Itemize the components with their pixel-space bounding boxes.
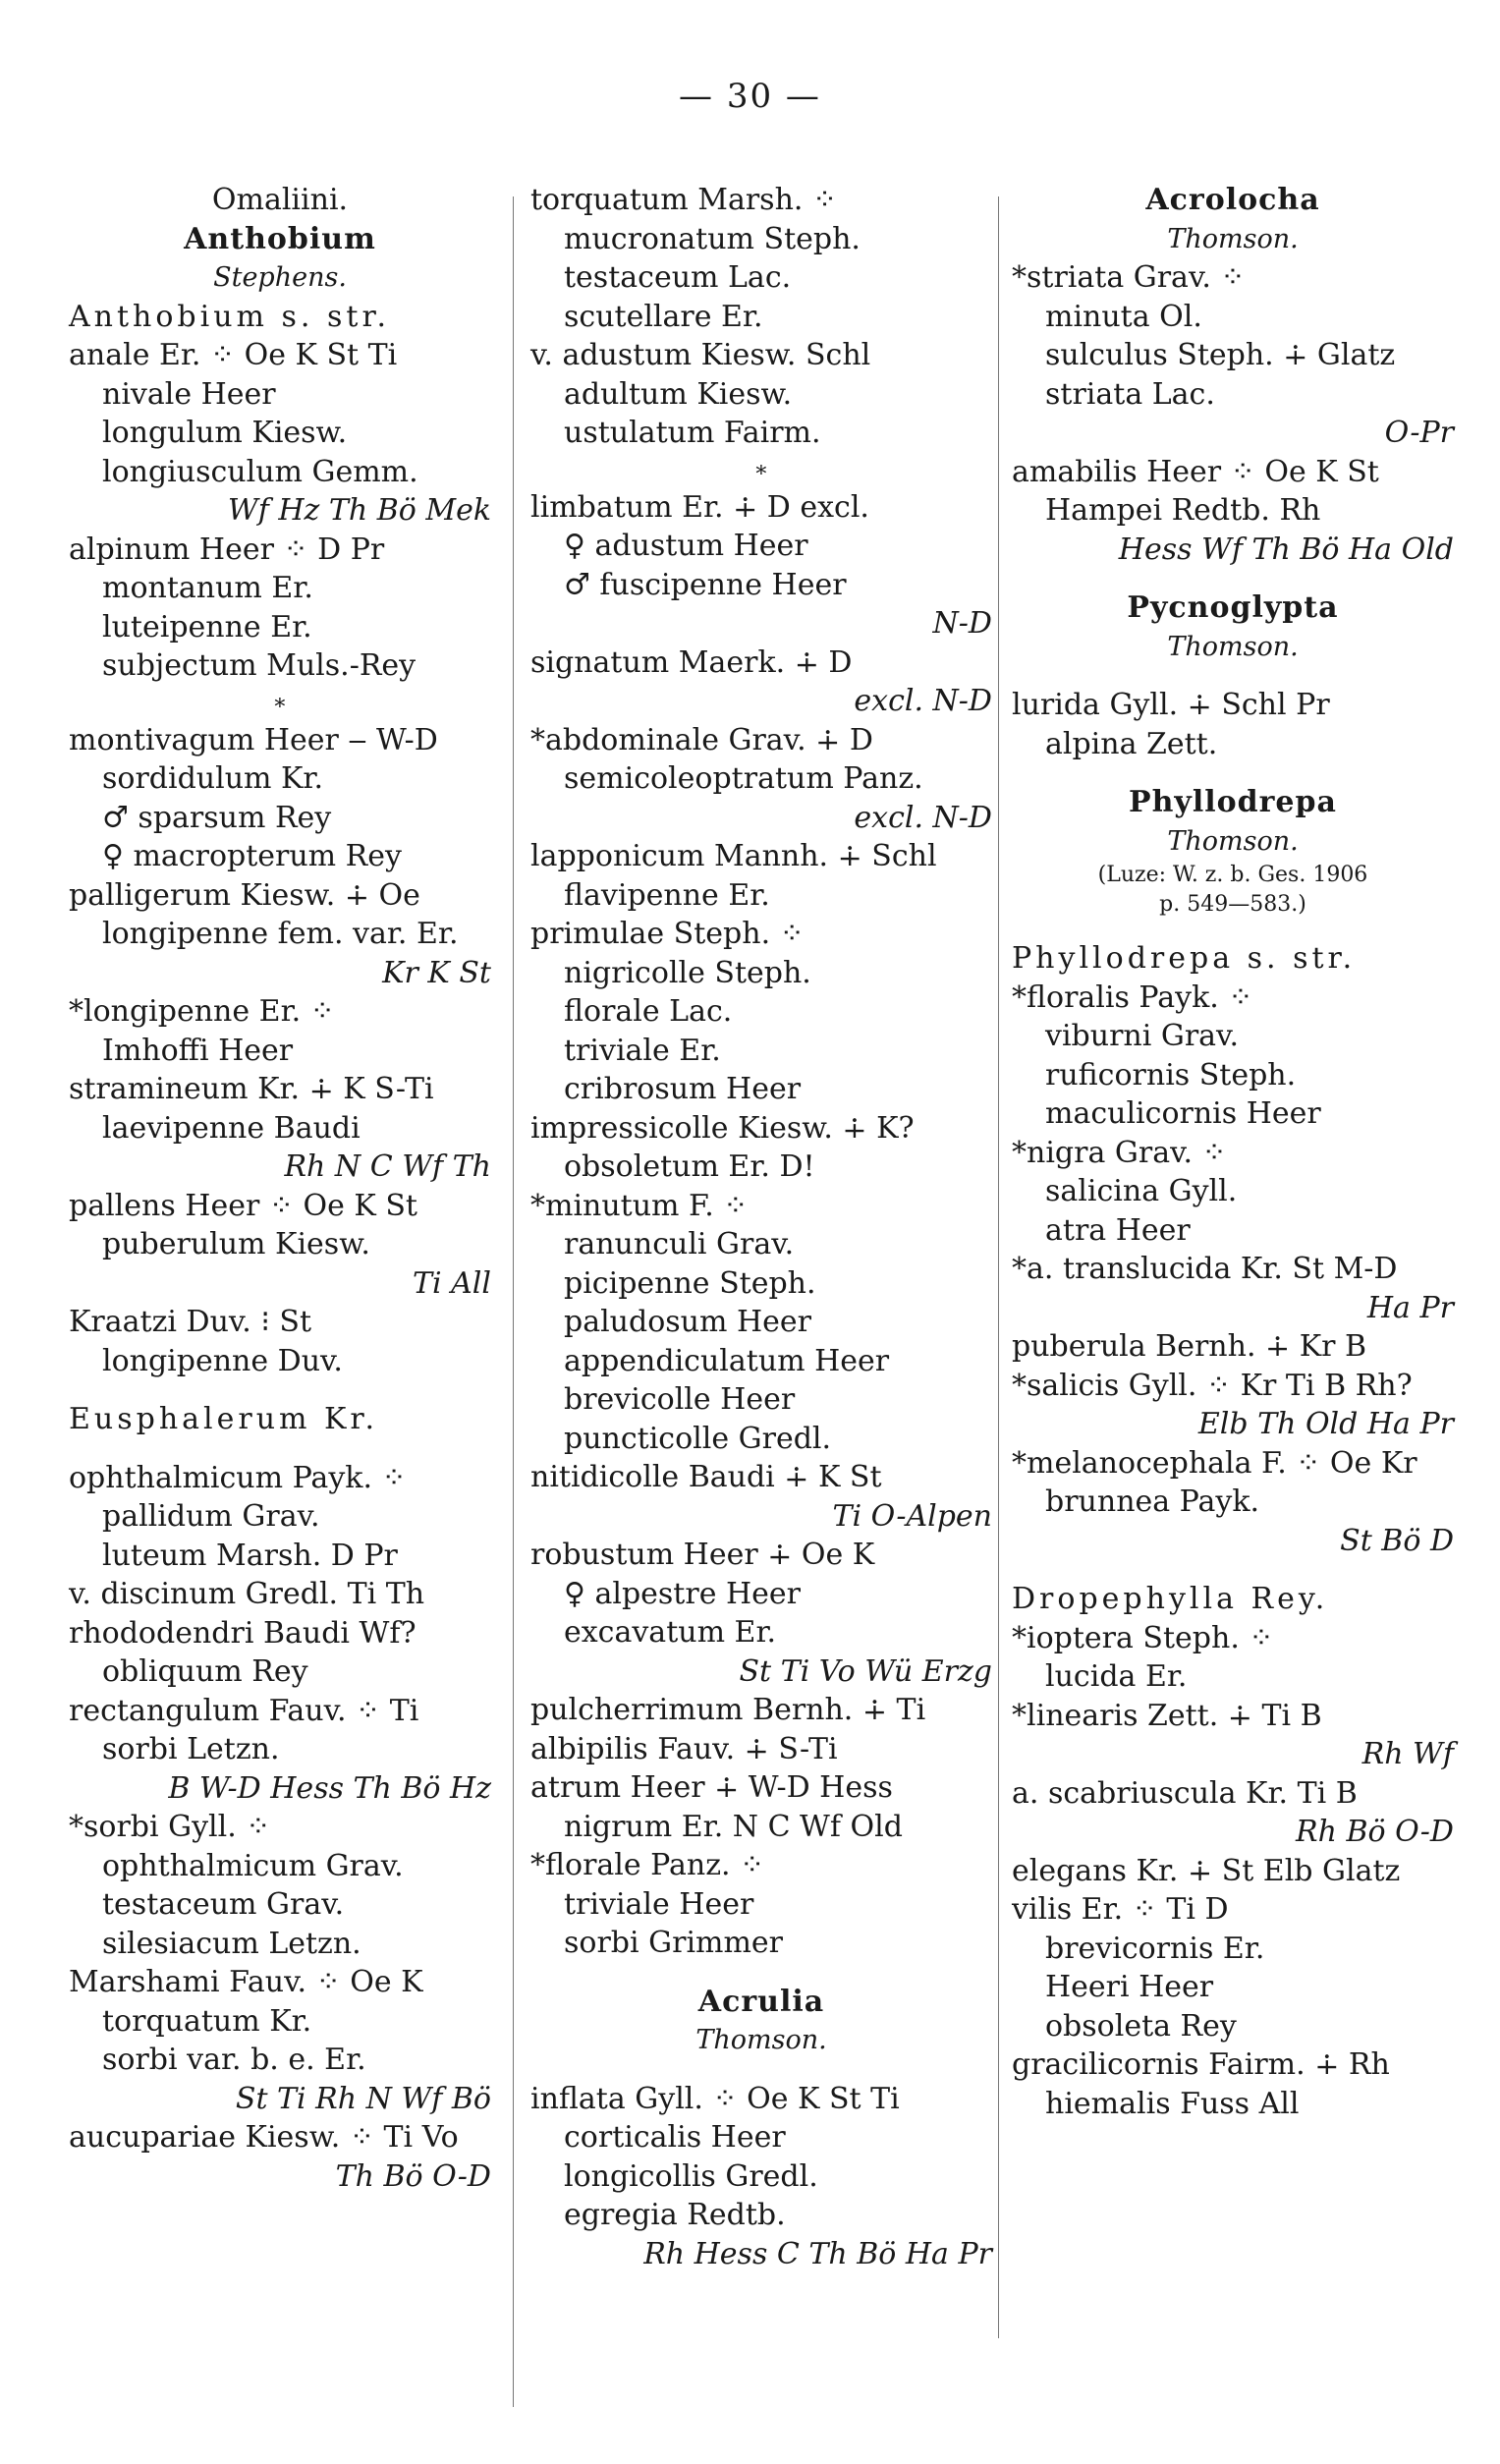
entry-line: St Ti Vo Wü Erzg: [739, 1653, 992, 1689]
spacer: [1012, 666, 1454, 686]
entry-line: Marshami Fauv. ⁘ Oe K: [69, 1965, 423, 1999]
entry-line: Thomson.: [1167, 223, 1299, 254]
entry-line: sorbi var. b. e. Er.: [102, 2043, 366, 2077]
entry-line: puberulum Kiesw.: [102, 1227, 370, 1261]
entry-line: salicina Gyll.: [1045, 1174, 1238, 1208]
entry-line: ranunculi Grav.: [564, 1227, 795, 1261]
entry-line: sulculus Steph. ∔ Glatz: [1045, 338, 1396, 372]
entry-line: picipenne Steph.: [564, 1265, 816, 1301]
entry-line: pulcherrimum Bernh. ∔ Ti: [530, 1693, 926, 1727]
entry-line: maculicornis Heer: [1045, 1096, 1321, 1131]
column-1: [69, 181, 491, 2196]
entry-line: O-Pr: [1384, 416, 1454, 450]
entry-line: pallens Heer ⁘ Oe K St: [69, 1188, 417, 1223]
entry-line: luteum Marsh. D Pr: [102, 1538, 398, 1573]
entry-line: testaceum Lac.: [564, 260, 792, 295]
entry-line: Omaliini.: [211, 183, 349, 217]
entry-line: longicollis Gredl.: [564, 2158, 818, 2194]
entry-line: alpina Zett.: [1045, 726, 1218, 761]
entry-line: obsoletum Er. D!: [564, 1149, 815, 1184]
entry-line: Kraatzi Duv. ⁝ St: [69, 1305, 312, 1339]
entry-line: nigricolle Steph.: [564, 955, 811, 990]
entry-line: nivale Heer: [102, 376, 276, 412]
entry-line: atra Heer: [1045, 1212, 1191, 1248]
entry-line: *melanocephala F. ⁘ Oe Kr: [1012, 1445, 1417, 1481]
entry-line: torquatum Marsh. ⁘: [530, 183, 838, 217]
entry-line: florale Lac.: [564, 994, 733, 1029]
entry-line: torquatum Kr.: [102, 2003, 312, 2039]
entry-line: Stephens.: [213, 262, 347, 293]
entry-line: stramineum Kr. ∔ K S-Ti: [69, 1072, 434, 1106]
spacer: [1012, 569, 1454, 588]
genus-heading: Acrulia: [697, 1984, 825, 2019]
entry-line: inflata Gyll. ⁘ Oe K St Ti: [530, 2081, 900, 2116]
entry-line: N-D: [932, 606, 992, 641]
entry-line: Thomson.: [1167, 825, 1299, 857]
entry-line: silesiacum Letzn.: [102, 1926, 361, 1961]
entry-line: ruficornis Steph.: [1045, 1057, 1297, 1092]
entry-line: *minutum F. ⁘: [530, 1188, 749, 1223]
entry-line: Wf Hz Th Bö Mek: [227, 493, 491, 528]
entry-line: sordidulum Kr.: [102, 761, 324, 796]
entry-line: Thomson.: [1167, 631, 1299, 662]
entry-line: striata Lac.: [1045, 376, 1215, 412]
entry-line: sorbi Grimmer: [564, 1926, 784, 1960]
entry-line: scutellare Er.: [564, 299, 763, 334]
spacer: [530, 1963, 992, 1983]
entry-line: Ti All: [413, 1265, 491, 1301]
entry-line: albipilis Fauv. ∔ S-Ti: [530, 1731, 838, 1766]
entry-line: appendiculatum Heer: [564, 1343, 890, 1378]
entry-line: lapponicum Mannh. ∔ Schl: [530, 839, 937, 873]
entry-line: vilis Er. ⁘ Ti D: [1012, 1892, 1229, 1927]
entry-line: ♀ macropterum Rey: [102, 839, 402, 873]
entry-line: *nigra Grav. ⁘: [1012, 1135, 1227, 1170]
entry-line: viburni Grav.: [1045, 1019, 1239, 1053]
entry-line: ophthalmicum Payk. ⁘: [69, 1460, 407, 1495]
entry-line: *a. translucida Kr. St M-D: [1012, 1252, 1398, 1286]
entry-line: (Luze: W. z. b. Ges. 1906: [1097, 863, 1368, 887]
entry-line: *florale Panz. ⁘: [530, 1848, 765, 1882]
entry-line: aucupariae Kiesw. ⁘ Ti Vo: [69, 2120, 459, 2155]
entry-line: v. adustum Kiesw. Schl: [530, 338, 871, 372]
entry-line: subjectum Muls.-Rey: [102, 648, 417, 683]
entry-line: *salicis Gyll. ⁘ Kr Ti B Rh?: [1012, 1368, 1413, 1403]
entry-line: minuta Ol.: [1045, 299, 1202, 334]
entry-line: egregia Redtb.: [564, 2198, 786, 2232]
entry-line: montivagum Heer ‒ W-D: [69, 722, 438, 757]
entry-line: semicoleoptratum Panz.: [564, 761, 923, 796]
entry-line: Hampei Redtb. Rh: [1045, 493, 1321, 528]
entry-line: a. scabriuscula Kr. Ti B: [1012, 1775, 1358, 1811]
entry-line: Ti O-Alpen: [832, 1498, 992, 1534]
entry-line: nitidicolle Baudi ∔ K St: [530, 1460, 882, 1494]
entry-line: paludosum Heer: [564, 1305, 811, 1339]
entry-line: brunnea Payk.: [1045, 1484, 1260, 1519]
entry-line: p. 549—583.): [1159, 892, 1306, 917]
entry-line: mucronatum Steph.: [564, 221, 861, 256]
genus-heading: Anthobium: [184, 221, 376, 256]
entry-line: Kr K St: [382, 955, 491, 990]
entry-line: montanum Er.: [102, 571, 313, 605]
spacer: [69, 1439, 491, 1459]
entry-line: v. discinum Gredl. Ti Th: [69, 1577, 425, 1611]
entry-line: *ioptera Steph. ⁘: [1012, 1620, 1274, 1655]
entry-line: ∗: [753, 457, 769, 482]
entry-line: excl. N-D: [854, 800, 992, 835]
column-divider-2: [998, 196, 999, 2338]
entry-line: Rh N C Wf Th: [284, 1149, 491, 1184]
entry-line: atrum Heer ∔ W-D Hess: [530, 1770, 893, 1805]
entry-line: longipenne fem. var. Er.: [102, 917, 459, 951]
entry-line: Th Bö O-D: [335, 2158, 491, 2194]
entry-line: brevicolle Heer: [564, 1382, 796, 1417]
entry-line: Ha Pr: [1366, 1290, 1454, 1325]
entry-line: triviale Er.: [564, 1033, 721, 1068]
entry-line: St Bö D: [1340, 1523, 1454, 1558]
entry-line: ♀ alpestre Heer: [564, 1576, 801, 1611]
entry-line: Anthobium s. str.: [69, 299, 391, 334]
entry-line: ♂ fuscipenne Heer: [564, 567, 847, 602]
entry-line: *sorbi Gyll. ⁘: [69, 1810, 271, 1844]
entry-line: Hess Wf Th Bö Ha Old: [1118, 532, 1454, 567]
entry-line: ♀ adustum Heer: [564, 529, 808, 563]
column-3: [1012, 181, 1454, 2123]
entry-line: gracilicornis Fairm. ∔ Rh: [1012, 2047, 1390, 2082]
spacer: [69, 1380, 491, 1400]
genus-heading: Phyllodrepa: [1129, 785, 1337, 819]
entry-line: ∗: [272, 690, 288, 715]
page-number: — 30 —: [679, 77, 821, 116]
entry-line: hiemalis Fuss All: [1045, 2086, 1300, 2121]
entry-line: ustulatum Fairm.: [564, 416, 821, 450]
entry-line: rectangulum Fauv. ⁘ Ti: [69, 1693, 419, 1728]
entry-line: nigrum Er. N C Wf Old: [564, 1809, 903, 1844]
entry-line: limbatum Er. ∔ D excl.: [530, 489, 869, 525]
entry-line: *abdominale Grav. ∔ D: [530, 722, 873, 757]
entry-line: sorbi Letzn.: [102, 1732, 280, 1766]
entry-line: Elb Th Old Ha Pr: [1197, 1407, 1454, 1441]
entry-line: alpinum Heer ⁘ D Pr: [69, 532, 385, 567]
entry-line: excavatum Er.: [564, 1615, 777, 1650]
entry-line: longiusculum Gemm.: [102, 454, 418, 489]
entry-line: longipenne Duv.: [102, 1343, 343, 1378]
entry-line: Rh Bö O-D: [1296, 1815, 1454, 1849]
entry-line: palligerum Kiesw. ∔ Oe: [69, 877, 420, 913]
entry-line: elegans Kr. ∔ St Elb Glatz: [1012, 1853, 1401, 1888]
entry-line: primulae Steph. ⁘: [530, 917, 805, 951]
entry-line: anale Er. ⁘ Oe K St Ti: [69, 338, 398, 372]
entry-line: Rh Hess C Th Bö Ha Pr: [643, 2236, 992, 2271]
genus-heading: Acrolocha: [1145, 183, 1320, 217]
entry-line: obliquum Rey: [102, 1654, 308, 1689]
entry-line: excl. N-D: [854, 684, 992, 718]
entry-line: B W-D Hess Th Bö Hz: [168, 1770, 491, 1806]
entry-line: flavipenne Er.: [564, 877, 770, 913]
entry-line: *floralis Payk. ⁘: [1012, 980, 1253, 1015]
entry-line: triviale Heer: [564, 1886, 754, 1922]
spacer: [1012, 1560, 1454, 1580]
spacer: [530, 2060, 992, 2080]
entry-line: *striata Grav. ⁘: [1012, 260, 1246, 295]
entry-line: laevipenne Baudi: [102, 1110, 361, 1146]
entry-line: Phyllodrepa s. str.: [1012, 941, 1357, 976]
entry-line: rhododendri Baudi Wf?: [69, 1615, 417, 1651]
entry-line: pallidum Grav.: [102, 1499, 320, 1534]
entry-line: Heeri Heer: [1045, 1970, 1214, 2004]
entry-line: adultum Kiesw.: [564, 376, 793, 412]
entry-line: corticalis Heer: [564, 2120, 786, 2155]
entry-line: robustum Heer ∔ Oe K: [530, 1538, 875, 1572]
entry-line: Thomson.: [695, 2025, 827, 2055]
entry-line: ♂ sparsum Rey: [102, 800, 332, 835]
column-2: [530, 181, 992, 2273]
entry-line: lucida Er.: [1045, 1659, 1188, 1694]
genus-heading: Pycnoglypta: [1127, 590, 1339, 625]
entry-line: *linearis Zett. ∔ Ti B: [1012, 1698, 1322, 1733]
entry-line: impressicolle Kiesw. ∔ K?: [530, 1110, 915, 1146]
entry-line: longulum Kiesw.: [102, 416, 348, 450]
entry-line: Rh Wf: [1361, 1737, 1454, 1771]
entry-line: Dropephylla Rey.: [1012, 1582, 1329, 1616]
column-divider-1: [513, 196, 514, 2407]
entry-line: ophthalmicum Grav.: [102, 1848, 404, 1883]
entry-line: St Ti Rh N Wf Bö: [235, 2081, 491, 2116]
entry-line: obsoleta Rey: [1045, 2008, 1237, 2044]
entry-line: puberula Bernh. ∔ Kr B: [1012, 1329, 1367, 1364]
entry-line: testaceum Grav.: [102, 1887, 345, 1922]
entry-line: Imhoffi Heer: [102, 1033, 294, 1068]
entry-line: luteipenne Er.: [102, 609, 312, 644]
spacer: [1012, 763, 1454, 783]
entry-line: Eusphalerum Kr.: [69, 1402, 379, 1436]
spacer: [1012, 920, 1454, 939]
entry-line: brevicornis Er.: [1045, 1931, 1265, 1966]
entry-line: cribrosum Heer: [564, 1072, 802, 1106]
entry-line: lurida Gyll. ∔ Schl Pr: [1012, 688, 1330, 722]
entry-line: puncticolle Gredl.: [564, 1421, 832, 1456]
entry-line: *longipenne Er. ⁘: [69, 994, 335, 1029]
entry-line: signatum Maerk. ∔ D: [530, 644, 853, 680]
entry-line: amabilis Heer ⁘ Oe K St: [1012, 454, 1379, 489]
